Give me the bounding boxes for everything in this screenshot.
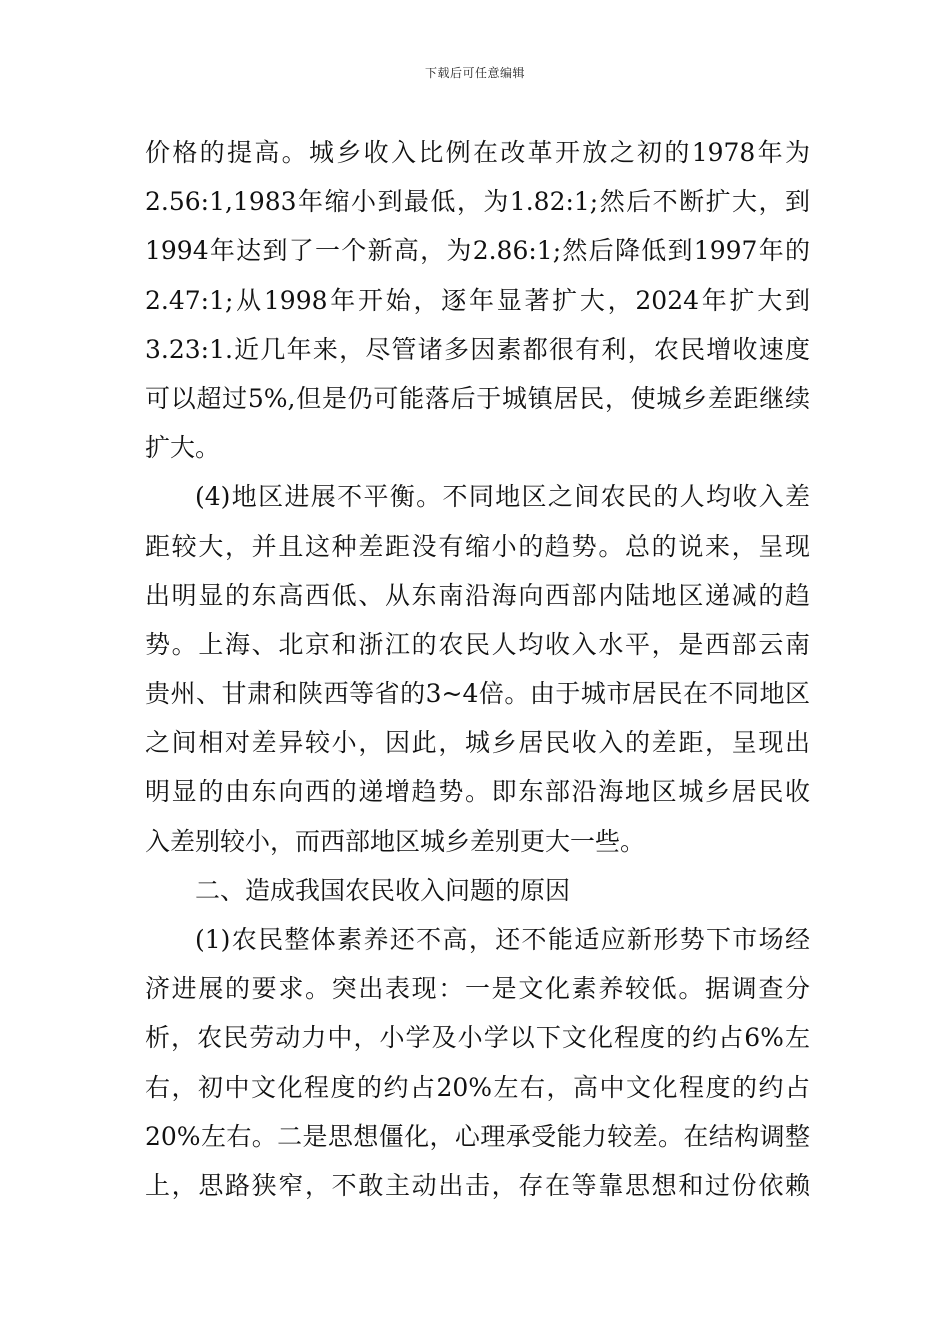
text-line: 二、造成我国农民收入问题的原因 — [195, 875, 571, 905]
text-line: 2.47:1;从1998年开始，逐年显著扩大，2024年扩大到 — [145, 285, 810, 315]
text-line: 势。上海、北京和浙江的农民人均收入水平，是西部云南 — [145, 629, 810, 659]
text-line: 可以超过5%,但是仍可能落后于城镇居民，使城乡差距继续 — [145, 383, 810, 413]
text-line: 明显的由东向西的递增趋势。即东部沿海地区城乡居民收 — [145, 777, 810, 807]
text-line: 2.56:1,1983年缩小到最低，为1.82:1;然后不断扩大，到 — [145, 187, 810, 217]
text-line: 入差别较小，而西部地区城乡差别更大一些。 — [145, 826, 646, 856]
text-line: 右，初中文化程度的约占20%左右，高中文化程度的约占 — [145, 1072, 810, 1102]
text-line: 之间相对差异较小，因此，城乡居民收入的差距，呈现出 — [145, 728, 810, 758]
document-body — [145, 128, 810, 1210]
text-line: 价格的提高。城乡收入比例在改革开放之初的1978年为 — [145, 138, 810, 167]
text-line: 3.23:1.近几年来，尽管诸多因素都很有利，农民增收速度 — [145, 334, 810, 364]
text-line: 济进展的要求。突出表现：一是文化素养较低。据调查分 — [145, 974, 810, 1004]
text-line: (1)农民整体素养还不高，还不能适应新形势下市场经 — [195, 925, 810, 954]
text-line: 贵州、甘肃和陕西等省的3~4倍。由于城市居民在不同地区 — [145, 679, 810, 709]
text-line: 扩大。 — [145, 433, 221, 463]
text-line: 1994年达到了一个新高，为2.86:1;然后降低到1997年的 — [145, 236, 810, 266]
text-line: 20%左右。二是思想僵化，心理承受能力较差。在结构调整 — [145, 1121, 810, 1151]
text-line: 上，思路狭窄，不敢主动出击，存在等靠思想和过份依赖 — [145, 1170, 810, 1200]
text-line: 距较大，并且这种差距没有缩小的趋势。总的说来，呈现 — [145, 531, 810, 561]
text-line: 析，农民劳动力中，小学及小学以下文化程度的约占6%左 — [145, 1023, 810, 1053]
page-header: 下载后可任意编辑 — [424, 66, 525, 80]
text-line: (4)地区进展不平衡。不同地区之间农民的人均收入差 — [195, 482, 810, 512]
text-line: 出明显的东高西低、从东南沿海向西部内陆地区递减的趋 — [145, 580, 810, 610]
